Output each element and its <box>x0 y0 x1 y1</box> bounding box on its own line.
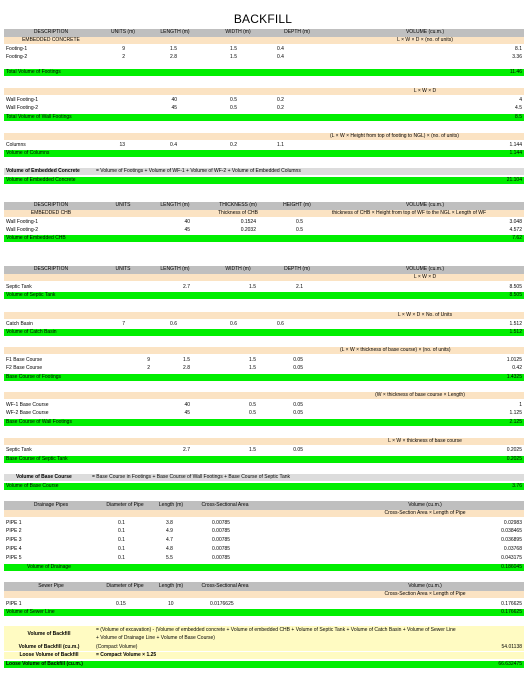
row-length: 2.8 <box>183 365 190 371</box>
formula-text: Cross-Section Area × Length of Pipe <box>384 510 466 516</box>
row-width: 0.5 <box>230 105 237 111</box>
row-units: 9 <box>122 46 125 52</box>
definition-label: Volume of Embedded Concrete <box>6 168 80 174</box>
definition-label: Volume of Base Course <box>16 474 72 480</box>
row-desc: PIPE 5 <box>6 555 22 561</box>
row-length: 10 <box>168 601 174 607</box>
row-desc: PIPE 3 <box>6 537 22 543</box>
row-volume: 8.505 <box>509 284 522 290</box>
formula-text: (W × thickness of base course × Length) <box>375 392 465 398</box>
row-volume: 4.572 <box>509 227 522 233</box>
total-label: Total Volume of Footings <box>6 69 61 75</box>
row-desc: Wall Footing-1 <box>6 219 39 225</box>
row-volume: 8.1 <box>515 46 522 52</box>
definition-text: = Base Course in Footings + Base Course of Wall Footings + Base Course of Septic Tank <box>92 474 291 480</box>
row-thickness: 0.2032 <box>240 227 256 233</box>
row-volume: 0.03768 <box>503 546 522 552</box>
row-depth: 0.05 <box>293 447 303 453</box>
col-header-diameter: Diameter of Pipe <box>106 502 144 508</box>
total-label: Volume of Columns <box>6 150 50 156</box>
sheet-title: BACKFILL <box>233 12 293 26</box>
row-area: 0.00785 <box>212 555 231 561</box>
col-header-description: DESCRIPTION <box>33 266 69 272</box>
formula-text: L × W × D × No. of Units <box>397 312 453 318</box>
row-length: 0.6 <box>170 321 177 327</box>
row-volume: 3.048 <box>509 219 522 225</box>
formula-text: L × W × D <box>413 88 437 94</box>
row-desc: Footing-2 <box>6 54 28 60</box>
compact-volume-note: (Compact Volume) <box>96 644 138 650</box>
total-value: 0.2025 <box>506 456 522 462</box>
row-length: 45 <box>184 410 190 416</box>
col-header-width: WIDTH (m) <box>225 266 251 272</box>
row-desc: Wall Footing-2 <box>6 105 39 111</box>
row-length: 40 <box>171 97 177 103</box>
row-diameter: 0.15 <box>116 601 126 607</box>
row-depth: 0.05 <box>293 410 303 416</box>
col-header-cross-sectional-area: Cross-Sectional Area <box>201 502 249 508</box>
row-volume: 0.2025 <box>506 447 522 453</box>
total-value: 1.4325 <box>506 374 522 380</box>
total-label: Volume of Drainage <box>27 564 71 570</box>
row-width: 1.5 <box>230 54 237 60</box>
row-volume: 1.125 <box>509 410 522 416</box>
row-desc: F1 Base Course <box>6 357 43 363</box>
definition-text-line-1: = (Volume of excavation) - (Volume of embedded concrete + Volume of embedded CHB + Volume of Septic Tank + Volume of Catch Basin + Volume of Sewer Line <box>96 627 456 633</box>
section-subtitle: EMBEDDED CONCRETE <box>22 37 80 43</box>
row-volume: 0.043175 <box>501 555 522 561</box>
row-length: 5.5 <box>166 555 173 561</box>
row-desc: Wall Footing-2 <box>6 227 39 233</box>
total-value: 0.186045 <box>501 564 522 570</box>
col-header-cross-sectional-area: Cross-Sectional Area <box>201 583 249 589</box>
row-units: 9 <box>147 357 150 363</box>
total-value: 0.176625 <box>501 609 522 615</box>
total-value: 1.512 <box>509 329 522 335</box>
row-depth: 0.4 <box>277 54 284 60</box>
total-label: Base Course of Footings <box>6 374 62 380</box>
formula-text: L × W × D <box>413 274 437 280</box>
col-header-volume: VOLUME (cu.m.) <box>405 202 445 208</box>
row-length: 3.8 <box>166 520 173 526</box>
row-depth: 0.2 <box>277 105 284 111</box>
col-header-thickness: THICKNESS (m) <box>219 202 257 208</box>
total-value: 11.46 <box>509 69 522 75</box>
row-diameter: 0.1 <box>118 555 125 561</box>
total-label: Volume of Septic Tank <box>6 292 56 298</box>
row-area: 0.00785 <box>212 546 231 552</box>
row-desc: PIPE 4 <box>6 546 22 552</box>
loose-volume-value: 66.632475 <box>498 661 522 667</box>
row-length: 1.5 <box>170 46 177 52</box>
col-header-depth: DEPTH (m) <box>284 29 310 35</box>
total-label: Volume of Base Course <box>6 483 59 489</box>
row-length: 4.7 <box>166 537 173 543</box>
col-header-volume: VOLUME (cu.m.) <box>405 266 445 272</box>
col-header-length: LENGTH (m) <box>160 266 190 272</box>
total-value: 1.144 <box>509 150 522 156</box>
row-width: 1.5 <box>230 46 237 52</box>
row-desc: Wall Footing-1 <box>6 97 39 103</box>
total-label: Volume of Sewer Line <box>6 609 55 615</box>
col-header-units: UNITS <box>115 266 131 272</box>
row-length: 1.5 <box>183 357 190 363</box>
row-length: 4.9 <box>166 528 173 534</box>
row-depth: 1.1 <box>277 142 284 148</box>
row-width: 0.5 <box>249 402 256 408</box>
row-volume: 0.42 <box>512 365 522 371</box>
row-desc: WF-1 Base Course <box>6 402 49 408</box>
definition-label: Volume of Backfill <box>27 631 71 637</box>
formula-text: L × W × D × (no. of units) <box>397 37 453 43</box>
col-header-volume: VOLUME (cu.m.) <box>405 29 445 35</box>
row-width: 1.5 <box>249 447 256 453</box>
total-value: 8.505 <box>509 292 522 298</box>
row-thickness: 0.1524 <box>240 219 256 225</box>
row-width: 0.5 <box>249 410 256 416</box>
row-volume: 3.36 <box>512 54 522 60</box>
row-length: 40 <box>184 219 190 225</box>
row-area: 0.00785 <box>212 528 231 534</box>
loose-definition-label: Loose Volume of Backfill <box>19 652 79 658</box>
row-depth: 0.6 <box>277 321 284 327</box>
row-desc: Catch Basin <box>6 321 33 327</box>
total-label: Base Course of Septic Tank <box>6 456 68 462</box>
total-label: Total Volume of Wall Footings <box>6 114 72 120</box>
row-depth: 2.1 <box>296 284 303 290</box>
total-label: Base Course of Wall Footings <box>6 419 72 425</box>
row-length: 0.4 <box>170 142 177 148</box>
row-desc: WF-2 Base Course <box>6 410 49 416</box>
row-height: 0.5 <box>296 227 303 233</box>
formula-text: thickness of CHB × Height from top of WF to the NGL × Length of WF <box>332 210 487 216</box>
col-header-volume: Volume (cu.m.) <box>408 583 442 589</box>
section-subtitle: EMBEDDED CHB <box>30 210 72 216</box>
row-diameter: 0.1 <box>118 528 125 534</box>
total-label: Volume of Catch Basin <box>6 329 57 335</box>
row-length: 40 <box>184 402 190 408</box>
row-length: 2.8 <box>170 54 177 60</box>
subtitle-thickness: Thickness of CHB <box>217 210 258 216</box>
row-desc: PIPE 2 <box>6 528 22 534</box>
row-height: 0.5 <box>296 219 303 225</box>
loose-volume-label: Loose Volume of Backfill (cu.m.) <box>6 661 83 667</box>
loose-definition-text: = Compact Volume × 1.25 <box>96 652 157 658</box>
row-width: 0.5 <box>230 97 237 103</box>
row-volume: 1.512 <box>509 321 522 327</box>
row-desc: Columns <box>6 142 26 148</box>
formula-text: L × W × thickness of base course <box>388 438 462 444</box>
row-depth: 0.05 <box>293 357 303 363</box>
row-length: 45 <box>184 227 190 233</box>
col-header-units: UNITS <box>115 202 131 208</box>
row-area: 0.0176625 <box>210 601 234 607</box>
row-length: 2.7 <box>183 284 190 290</box>
row-depth: 0.05 <box>293 365 303 371</box>
col-header-drainage-pipes: Drainage Pipes <box>33 502 69 508</box>
row-volume: 1 <box>519 402 522 408</box>
row-desc: PIPE 1 <box>6 520 22 526</box>
row-desc: Septic Tank <box>6 447 32 453</box>
total-value: 2.125 <box>509 419 522 425</box>
formula-text: (L × W × Height from top of footing to NGL) × (no. of units) <box>330 133 459 139</box>
col-header-description: DESCRIPTION <box>33 202 69 208</box>
row-width: 1.5 <box>249 357 256 363</box>
row-depth: 0.2 <box>277 97 284 103</box>
col-header-diameter: Diameter of Pipe <box>106 583 144 589</box>
total-value: 21.104 <box>506 177 522 183</box>
col-header-volume: Volume (cu.m.) <box>408 502 442 508</box>
row-volume: 1.0125 <box>506 357 522 363</box>
col-header-description: DESCRIPTION <box>33 29 69 35</box>
total-value: 8.5 <box>515 114 522 120</box>
col-header-length: Length (m) <box>158 502 184 508</box>
col-header-length: LENGTH (m) <box>160 202 190 208</box>
col-header-sewer-pipe: Sewer Pipe <box>38 583 64 589</box>
row-volume: 0.02983 <box>503 520 522 526</box>
col-header-length: LENGTH (m) <box>160 29 190 35</box>
row-volume: 1.144 <box>509 142 522 148</box>
row-area: 0.00785 <box>212 537 231 543</box>
row-volume: 4.5 <box>515 105 522 111</box>
compact-volume-value: 54.01138 <box>501 644 522 650</box>
col-header-depth: DEPTH (m) <box>284 266 310 272</box>
row-volume: 4 <box>519 97 522 103</box>
total-value: 3.76 <box>512 483 522 489</box>
total-label: Volume of Embedded CHB <box>6 235 66 241</box>
col-header-width: WIDTH (m) <box>225 29 251 35</box>
row-volume: 0.176625 <box>501 601 522 607</box>
row-units: 13 <box>119 142 125 148</box>
row-desc: Footing-1 <box>6 46 28 52</box>
row-width: 1.5 <box>249 284 256 290</box>
row-diameter: 0.1 <box>118 537 125 543</box>
row-depth: 0.4 <box>277 46 284 52</box>
definition-text-line-2: + Volume of Drainage Line + Volume of Base Course) <box>96 635 215 641</box>
col-header-units: UNITS (m) <box>111 29 135 35</box>
row-width: 0.6 <box>230 321 237 327</box>
row-volume: 0.038465 <box>501 528 522 534</box>
row-units: 7 <box>122 321 125 327</box>
row-width: 1.5 <box>249 365 256 371</box>
total-value: 7.62 <box>512 235 522 241</box>
col-header-length: Length (m) <box>158 583 184 589</box>
col-header-height: HEIGHT (m) <box>283 202 311 208</box>
row-length: 2.7 <box>183 447 190 453</box>
formula-text: Cross-Section Area × Length of Pipe <box>384 591 466 597</box>
formula-text: (L × W × thickness of base course) × (no. of units) <box>340 347 451 353</box>
compact-volume-label: Volume of Backfill (cu.m.) <box>18 644 80 650</box>
row-desc: F2 Base Course <box>6 365 43 371</box>
row-area: 0.00785 <box>212 520 231 526</box>
total-label: Volume of Embedded Concrete <box>6 177 76 183</box>
row-units: 2 <box>122 54 125 60</box>
row-volume: 0.036895 <box>501 537 522 543</box>
row-diameter: 0.1 <box>118 546 125 552</box>
definition-text: = Volume of Footings + Volume of WF-1 + Volume of WF-2 + Volume of Embedded Columns <box>96 168 301 174</box>
row-length: 4.8 <box>166 546 173 552</box>
row-desc: PIPE 1 <box>6 601 22 607</box>
row-desc: Septic Tank <box>6 284 32 290</box>
row-diameter: 0.1 <box>118 520 125 526</box>
row-depth: 0.05 <box>293 402 303 408</box>
row-length: 45 <box>171 105 177 111</box>
row-width: 0.2 <box>230 142 237 148</box>
row-units: 2 <box>147 365 150 371</box>
